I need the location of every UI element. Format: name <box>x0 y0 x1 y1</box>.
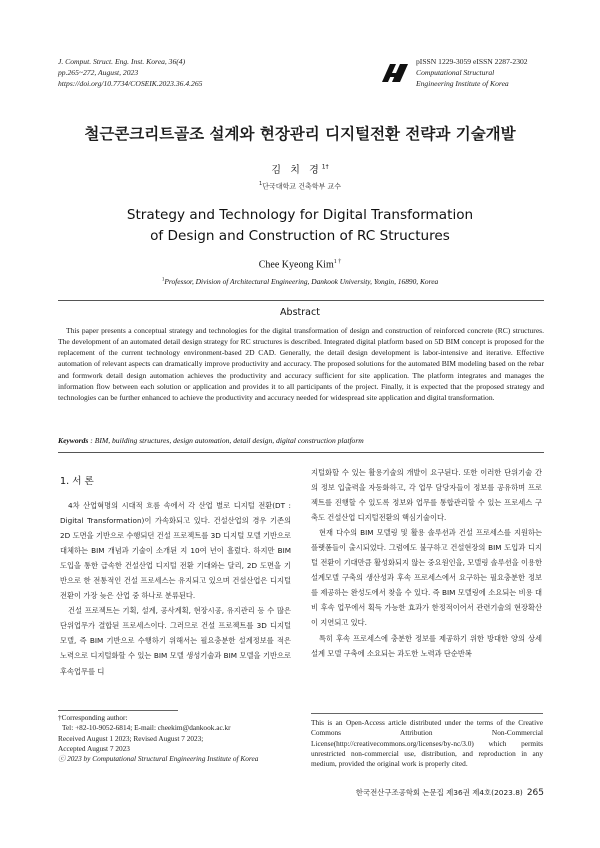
english-author-mark: 1 † <box>333 259 342 265</box>
publisher-line-2: Engineering Institute of Korea <box>416 79 509 88</box>
footnote-rule <box>58 710 178 711</box>
korean-title: 철근콘크리트골조 설계와 현장관리 디지털전환 전략과 기술개발 <box>84 125 516 143</box>
korean-affiliation <box>0 181 600 191</box>
abstract-heading: Abstract <box>280 307 320 318</box>
korean-author <box>0 161 600 176</box>
abstract-top-rule <box>58 300 544 301</box>
issn-block <box>416 56 528 89</box>
english-author-name: Chee Kyeong Kim <box>258 259 334 271</box>
journal-pages: pp.265~272, August, 2023 <box>58 68 139 77</box>
keywords-label: Keywords <box>58 436 89 445</box>
paragraph: 특히 후속 프로세스에 충분한 정보를 제공하기 위한 방대한 양의 상세설계 모델 구축에 소요되는 과도한 노력과 단순반복 <box>311 633 542 658</box>
abstract-text: This paper presents a conceptual strategy and technologies for the digital transformation of design and construction of reinforced concrete (RC) structures. The development of an automated detail design strategy for RC structures is described. Integrated digital platform based on 5D BIM concept is proposed for the replacement of the current technology environment-based 2D CAD. Generally, the detail design development is labor-intensive and iterative. Effective automation of relevant aspects can dramatically improve productivity and accuracy. The proposed solutions for the automated BIM modeling based on the rebar and formwork detail design automation achieves the productivity and accuracy sufficient for site application. The platform integrates and manages the information flow between each solution or application and provides it to all participants of the project. Finally, it is expected that the proposed strategy and technologies can be further enhanced to achieve the productivity and accuracy needed for widespread site application and digital transformation. <box>58 326 544 402</box>
page-footer <box>330 787 544 798</box>
corresponding-label: †Corresponding author: <box>58 713 128 722</box>
journal-citation <box>58 56 202 89</box>
contact-info: Tel: +82-10-9052-6814; E-mail: cheekim@dankook.ac.kr <box>62 723 231 733</box>
abstract-bottom-rule <box>58 452 544 453</box>
english-affiliation-mark: 1 <box>161 277 165 283</box>
received-dates: Received August 1 2023; Revised August 7 2023; <box>58 733 204 743</box>
page-number: 265 <box>526 788 544 798</box>
section-heading: 1. 서 론 <box>60 476 94 487</box>
copyright-line: ⓒ 2023 by Computational Structural Engineering Institute of Korea <box>58 754 259 764</box>
license-rule <box>311 713 543 714</box>
journal-logo-icon <box>380 62 410 84</box>
publisher-line-1: Computational Structural <box>416 68 495 77</box>
journal-volume: J. Comput. Struct. Eng. Inst. Korea, 36(4) <box>58 57 186 66</box>
korean-affiliation-mark: 1 <box>258 181 263 187</box>
footer-journal: 한국전산구조공학회 논문집 제36권 제4호(2023.8) <box>355 788 523 797</box>
korean-affiliation-text: 단국대학교 건축학부 교수 <box>262 182 342 191</box>
english-title-line-1: Strategy and Technology for Digital Transformation <box>126 207 474 223</box>
license-footnote: This is an Open-Access article distributed under the terms of the Creative Commons Attribution Non-Commercial License(http://creativecommons.org/licenses/by-nc/3.0) which permits unrestricted non-commercial use, distribution, and reproduction in any medium, provided the original work is properly cited. <box>311 718 543 769</box>
english-affiliation <box>0 277 600 286</box>
issn-numbers: pISSN 1229-3059 eISSN 2287-2302 <box>416 57 528 66</box>
corresponding-footnote <box>58 713 290 764</box>
paragraph: 건설 프로젝트는 기획, 설계, 공사계획, 현장시공, 유지관리 등 수 많은 단위업무가 결합된 프로세스이다. 그러므로 건설 프로젝트를 3D 디지털 모델, 즉 BIM 기반으로 수행하기 위해서는 필요충분한 설계정보를 적은 노력으로 디지털화할 수 있는 BIM 모델 생성기술과 BIM 모델을 기반으로 후속업무를 디 <box>60 606 291 676</box>
left-column <box>60 498 291 679</box>
doi-link[interactable]: https://doi.org/10.7734/COSEIK.2023.36.4.265 <box>58 79 203 88</box>
keywords-values: BIM, building structures, design automation, detail design, digital construction platform <box>94 436 364 445</box>
english-title-line-2: of Design and Construction of RC Structures <box>150 228 450 244</box>
english-author <box>0 259 600 270</box>
english-affiliation-text: Professor, Division of Architectural Engineering, Dankook University, Yongin, 16890, Korea <box>164 277 439 286</box>
right-column <box>311 465 542 661</box>
korean-author-name: 김 치 경 <box>271 165 322 176</box>
paragraph: 지털화할 수 있는 활용기술의 개발이 요구된다. 또한 이러한 단위기술 간의 정보 입출력을 자동화하고, 각 업무 담당자들이 정보를 공유하며 프로젝트를 진행할 수 있도록 정보와 업무를 통합관리할 수 있는 프로세스 구축도 건설산업 디지털전환의 핵심기술이다. <box>311 468 542 523</box>
accepted-date: Accepted August 7 2023 <box>58 743 130 753</box>
korean-author-mark: 1† <box>321 163 329 171</box>
keywords-line: Keywords : BIM, building structures, design automation, detail design, digital construction platform <box>58 436 364 445</box>
paragraph: 4차 산업혁명의 시대적 흐름 속에서 각 산업 별로 디지털 전환(DT : Digital Transformation)이 가속화되고 있다. 건설산업의 경우 기존의 2D 도면을 기반으로 수행되던 건설 프로젝트를 3D 디지털 모델 기반으로 대체하는 BIM 개념과 기술이 소개된 지 10여 년이 흘렀다. 하지만 BIM 도입을 통한 급속한 건설산업 디지털 전환 기대와는 달리, 2D 도면을 기반으로 한 전통적인 건설 프로세스는 유지되고 있으며 건설산업은 디지털 전환이 가장 늦은 산업 중 하나로 분류된다. <box>60 501 291 601</box>
english-title <box>0 205 600 247</box>
paragraph: 현재 다수의 BIM 모델링 및 활용 솔루션과 건설 프로세스를 지원하는 플랫폼들이 출시되었다. 그럼에도 불구하고 건설현장의 BIM 도입과 디지털 전환이 기대만큼 활성화되지 않는 중요원인을, 모델링 솔루션을 이용한 설계모델 구축의 생산성과 후속 프로세스에서 요구하는 필요충분한 정보를 제공하는 완성도에서 찾을 수 있다. 즉 BIM 모델링에 소요되는 비용 대비 후속 업무에서 획득 가능한 효과가 한정적이어서 관련기술의 현장확산이 지연되고 있다. <box>311 528 542 628</box>
